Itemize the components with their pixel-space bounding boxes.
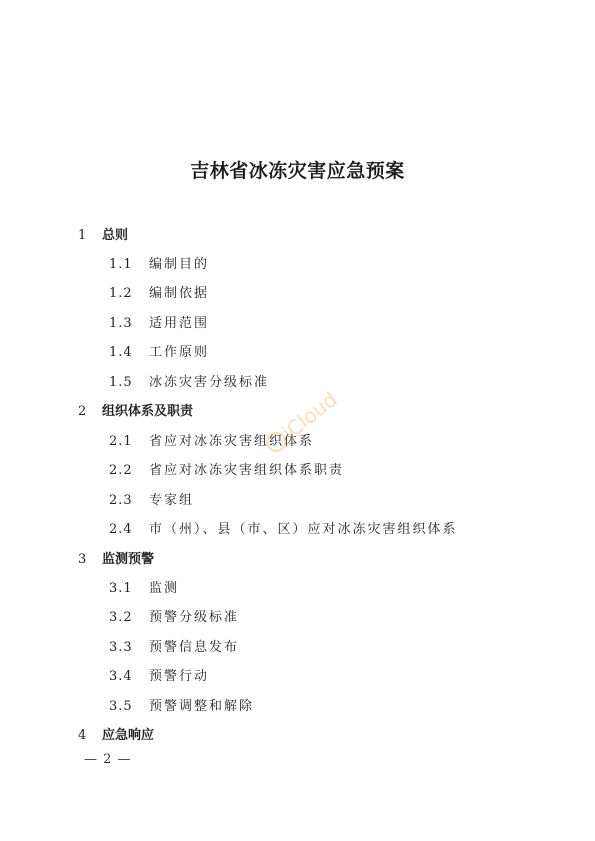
toc-number: 1: [78, 228, 87, 243]
toc-heading: 预警行动: [149, 669, 210, 684]
toc-number: 2.2: [109, 463, 133, 478]
toc-chapter: [78, 724, 154, 743]
toc-number: 1.4: [109, 345, 133, 360]
page-title: 吉林省冰冻灾害应急预案: [190, 160, 405, 182]
toc-heading: 编制依据: [149, 286, 210, 301]
toc-section: [109, 518, 458, 537]
toc-heading: 省应对冰冻灾害组织体系: [149, 434, 315, 449]
toc-number: 4: [78, 728, 87, 743]
toc-section: [109, 282, 209, 301]
toc-number: 1.5: [109, 375, 133, 390]
toc-number: 1.2: [109, 286, 133, 301]
toc-number: 2: [78, 404, 87, 419]
toc-heading: 总则: [102, 228, 129, 243]
toc-number: 2.1: [109, 434, 133, 449]
toc-number: 3.3: [109, 640, 133, 655]
toc-section: [109, 577, 179, 596]
toc-heading: 预警信息发布: [149, 640, 240, 655]
toc-number: 3.2: [109, 610, 133, 625]
toc-number: 3.5: [109, 699, 133, 714]
toc-section: [109, 459, 344, 478]
toc-heading: 适用范围: [149, 316, 210, 331]
toc-section: [109, 606, 239, 625]
toc-heading: 冰冻灾害分级标准: [149, 375, 270, 390]
toc-section: [109, 253, 209, 272]
toc-section: [109, 636, 239, 655]
page-number: — 2 —: [84, 752, 132, 767]
toc-heading: 应急响应: [102, 728, 155, 743]
toc-number: 1.1: [109, 257, 133, 272]
watermark-logo: [246, 380, 356, 460]
toc-number: 1.3: [109, 316, 133, 331]
toc-heading: 专家组: [149, 493, 195, 508]
toc-number: 3: [78, 552, 87, 567]
watermark-text: iCloud: [277, 387, 342, 445]
toc-section: [109, 312, 209, 331]
toc-section: [109, 489, 194, 508]
toc-heading: 工作原则: [149, 345, 210, 360]
toc-chapter: [78, 548, 154, 567]
toc-number: 2.4: [109, 522, 133, 537]
toc-heading: 监测预警: [102, 552, 155, 567]
toc-section: [109, 341, 209, 360]
toc-section: [109, 371, 269, 390]
toc-number: 2.3: [109, 493, 133, 508]
toc-heading: 编制目的: [149, 257, 210, 272]
toc-chapter: [78, 400, 193, 419]
toc-chapter: [78, 224, 128, 243]
toc-section: [109, 695, 254, 714]
toc-heading: 组织体系及职责: [102, 404, 194, 419]
toc-heading: 省应对冰冻灾害组织体系职责: [149, 463, 345, 478]
toc-number: 3.4: [109, 669, 133, 684]
toc-heading: 预警调整和解除: [149, 699, 255, 714]
toc-heading: 监测: [149, 581, 180, 596]
toc-heading: 预警分级标准: [149, 610, 240, 625]
toc-number: 3.1: [109, 581, 133, 596]
toc-section: [109, 665, 209, 684]
toc-heading: 市（州）、县（市、区）应对冰冻灾害组织体系: [149, 522, 458, 537]
